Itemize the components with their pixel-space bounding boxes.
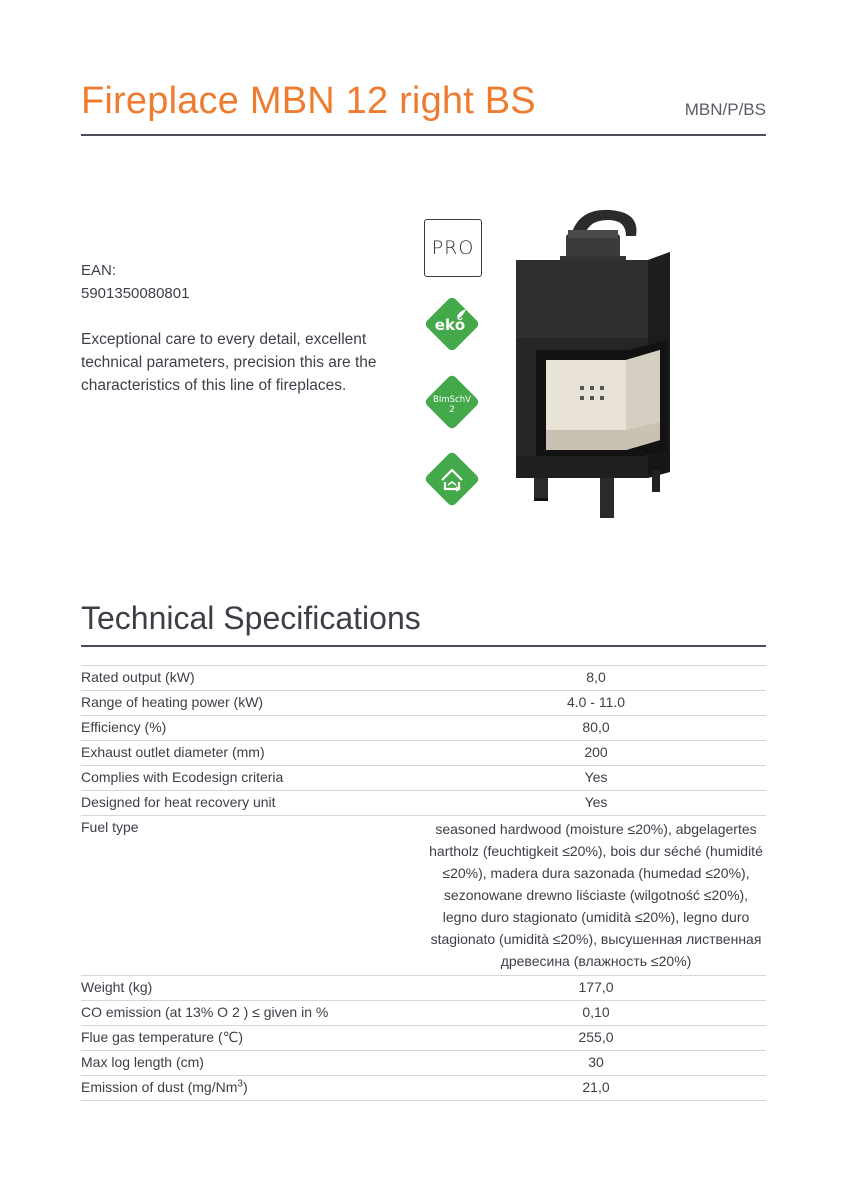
table-row xyxy=(81,976,766,1001)
spec-label-text: Emission of dust (mg/Nm xyxy=(81,1079,238,1095)
spec-label: Rated output (kW) xyxy=(81,666,426,691)
spec-label-superscript: 3 xyxy=(237,1078,243,1090)
table-row xyxy=(81,1026,766,1051)
eko-badge-label: ekŏ xyxy=(434,316,466,334)
table-row xyxy=(81,741,766,766)
table-row xyxy=(81,1001,766,1026)
table-row xyxy=(81,716,766,741)
heat-recovery-badge-icon xyxy=(422,449,482,514)
product-code: MBN/P/BS xyxy=(684,100,766,119)
page-title: Fireplace MBN 12 right BS xyxy=(81,80,536,122)
fireplace-image xyxy=(508,200,678,530)
table-row xyxy=(81,1051,766,1076)
table-row xyxy=(81,691,766,716)
eko-badge-icon xyxy=(422,294,482,359)
ean-label: EAN: xyxy=(81,262,117,279)
spec-label: Designed for heat recovery unit xyxy=(81,791,426,816)
spec-label: Range of heating power (kW) xyxy=(81,691,426,716)
table-row xyxy=(81,791,766,816)
table-row xyxy=(81,1076,766,1101)
spec-label: Complies with Ecodesign criteria xyxy=(81,766,426,791)
spec-value: 8,0 xyxy=(426,666,766,691)
spec-value: 4.0 - 11.0 xyxy=(426,691,766,716)
pro-badge-icon xyxy=(424,219,482,277)
table-row xyxy=(81,816,766,976)
title-divider xyxy=(81,134,766,136)
spec-label: Flue gas temperature (℃) xyxy=(81,1026,426,1051)
spec-value: Yes xyxy=(426,766,766,791)
table-row xyxy=(81,766,766,791)
bimschv-badge-icon xyxy=(422,372,482,437)
spec-value: 255,0 xyxy=(426,1026,766,1051)
table-row xyxy=(81,666,766,691)
pro-badge-label: PRO xyxy=(431,237,475,259)
spec-label: Efficiency (%) xyxy=(81,716,426,741)
bimschv-badge-line2: 2 xyxy=(449,405,455,415)
specs-table xyxy=(81,665,766,1101)
spec-label: Max log length (cm) xyxy=(81,1051,426,1076)
spec-value: 0,10 xyxy=(426,1001,766,1026)
spec-label: Fuel type xyxy=(81,816,426,976)
spec-value: 80,0 xyxy=(426,716,766,741)
spec-label: CO emission (at 13% O 2 ) ≤ given in % xyxy=(81,1001,426,1026)
spec-value: 21,0 xyxy=(426,1076,766,1101)
spec-value: 200 xyxy=(426,741,766,766)
specs-title: Technical Specifications xyxy=(81,600,421,636)
spec-label: Exhaust outlet diameter (mm) xyxy=(81,741,426,766)
spec-label xyxy=(81,1076,426,1101)
specs-divider xyxy=(81,645,766,647)
product-description: Exceptional care to every detail, excellent technical parameters, precision this are the characteristics of this line of fireplaces. xyxy=(81,331,377,394)
spec-label-suffix: ) xyxy=(242,1079,248,1095)
spec-value: 177,0 xyxy=(426,976,766,1001)
spec-value: seasoned hardwood (moisture ≤20%), abgelagertes hartholz (feuchtigkeit ≤20%), bois dur séché (humidité ≤20%), madera dura sazonada (humedad ≤20%), sezonowane drewno liściaste (wilgotność ≤20%), legno duro stagionato (umidità ≤20%), legno duro stagionato (umidità ≤20%), высушенная лиственная древесина (влажность ≤20%) xyxy=(426,816,766,976)
ean-value: 5901350080801 xyxy=(81,285,190,302)
spec-value: Yes xyxy=(426,791,766,816)
spec-label: Weight (kg) xyxy=(81,976,426,1001)
spec-value: 30 xyxy=(426,1051,766,1076)
bimschv-badge-line1: BImSchV xyxy=(433,395,471,405)
